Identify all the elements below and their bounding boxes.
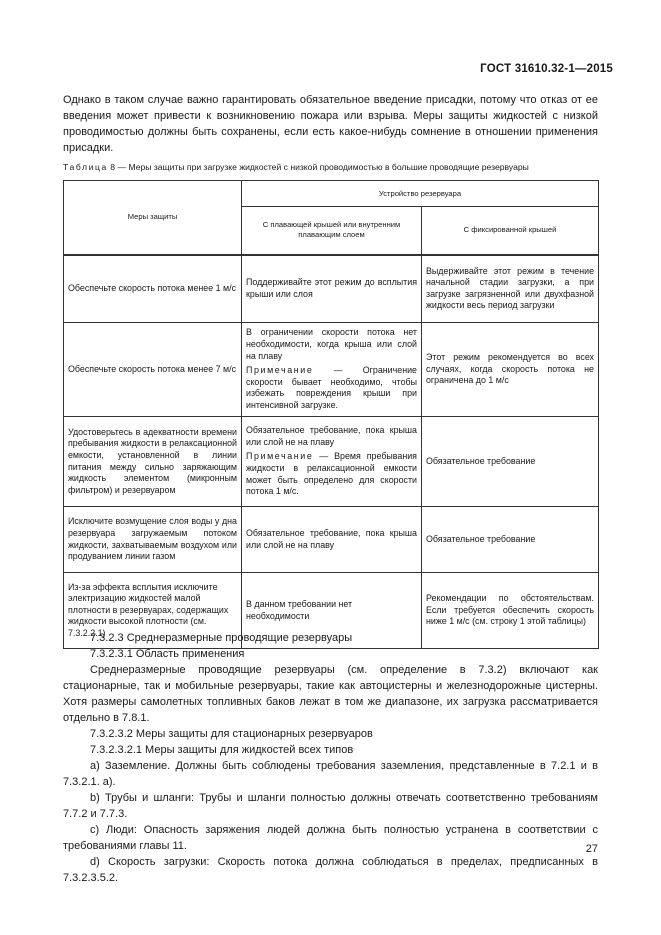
list-item: a) Заземление. Должны быть соблюдены требования заземления, представленные в 7.2.1 и в 7.3.2.1. a). <box>63 760 598 788</box>
cell-fixed: Выдерживайте этот режим в течение начальной стадии загрузки, а при загрузке загрязненной или двухфазной жидкости весь период загрузки <box>422 255 599 323</box>
cell-measure: Обеспечьте скорость потока менее 1 м/с <box>64 255 242 323</box>
subsection-heading: 7.3.2.3.2.1 Меры защиты для жидкостей всех типов <box>90 744 354 756</box>
cell-floating: Обязательное требование, пока крыша или слой не на плаву <box>242 507 422 573</box>
body-text <box>63 630 598 886</box>
cell-measure: Обеспечьте скорость потока менее 7 м/с <box>64 323 242 417</box>
subsection-heading: 7.3.2.3.2 Меры защиты для стационарных резервуаров <box>90 728 373 740</box>
header-measures: Меры защиты <box>64 181 242 255</box>
section-heading: 7.3.2.3 Среднеразмерные проводящие резервуары <box>90 632 353 644</box>
subsection-heading: 7.3.2.3.1 Область применения <box>90 648 245 660</box>
cell-floating-note <box>246 451 417 497</box>
cell-floating <box>242 417 422 507</box>
cell-measure: Из-за эффекта всплытия исключите электризацию жидкостей малой плотности в резервуарах, содержащих жидкости высокой плотности (см. 7.3.2.2.1) <box>64 573 242 649</box>
cell-floating-text: Обязательное требование, пока крыша или слой не на плаву <box>246 425 417 447</box>
header-device: Устройство резервуара <box>242 181 599 207</box>
cell-fixed: Обязательное требование <box>422 417 599 507</box>
cell-floating-text: В ограничении скорости потока нет необходимости, когда крыша или слой на плаву <box>246 327 417 361</box>
note-label: Примечание <box>246 365 314 376</box>
header-fixed-roof: С фиксированной крышей <box>422 207 599 255</box>
table-row <box>64 417 599 507</box>
table-caption <box>63 162 608 172</box>
header-floating-roof: С плавающей крышей или внутренним плавающим слоем <box>242 207 422 255</box>
document-code: ГОСТ 31610.32-1—2015 <box>480 63 613 75</box>
table-row <box>64 507 599 573</box>
cell-floating-note <box>246 365 417 411</box>
cell-measure: Исключите возмущение слоя воды у дна резервуара загружаемым потоком жидкости, захватываемым воздухом или продуванием линии газом <box>64 507 242 573</box>
note-text: — Ограничение скорости бывает необходимо, чтобы избежать повреждения крыши при интенсивной загрузке. <box>246 365 417 410</box>
cell-floating: В данном требовании нет необходимости <box>242 573 422 649</box>
table-row <box>64 255 599 323</box>
cell-measure: Удостоверьтесь в адекватности времени пребывания жидкости в релаксационной емкости, установленной в линии питания между сильно заряжающим жидкость элементом (микронным фильтром) и резервуаром <box>64 417 242 507</box>
protection-measures-table <box>63 180 599 649</box>
table-caption-text: 8 — Меры защиты при загрузке жидкостей с низкой проводимостью в большие проводящие резервуары <box>107 162 529 172</box>
note-text: — Время пребывания жидкости в релаксационной емкости может быть определено для скорости потока 1 м/с. <box>246 451 417 497</box>
table-row <box>64 323 599 417</box>
list-item: b) Трубы и шланги: Трубы и шланги полностью должны отвечать соответственно требованиям 7.7.2 и 7.7.3. <box>63 792 598 820</box>
cell-fixed: Этот режим рекомендуется во всех случаях, когда скорость потока не ограничена до 1 м/с <box>422 323 599 417</box>
page-number: 27 <box>585 843 598 855</box>
cell-floating <box>242 323 422 417</box>
intro-paragraph: Однако в таком случае важно гарантировать обязательное введение присадки, потому что отказ от ее введения может привести к возникновению пожара или взрыва. Меры защиты жидкостей с низкой проводимостью должны быть сохранены, если есть какое-нибудь сомнение в отношении применения присадки. <box>63 94 598 154</box>
cell-fixed: Рекомендации по обстоятельствам. Если требуется обеспечить скорость ниже 1 м/с (см. строку 1 этой таблицы) <box>422 573 599 649</box>
cell-floating: Поддерживайте этот режим до всплытия крыши или слоя <box>242 255 422 323</box>
table-caption-prefix: Таблица <box>63 162 108 172</box>
body-paragraph: Среднеразмерные проводящие резервуары (см. определение в 7.3.2) включают как стационарные, так и мобильные резервуары, такие как автоцистерны и железнодорожные цистерны. Хотя размеры самолетных топливных баков лежат в том же диапазоне, их загрузка рассматривается отдельно в 7.8.1. <box>63 664 598 724</box>
list-item: c) Люди: Опасность заряжения людей должна быть полностью устранена в соответствии с требованиями главы 11. <box>63 824 598 852</box>
list-item: d) Скорость загрузки: Скорость потока должна соблюдаться в пределах, предписанных в 7.3.2.3.5.2. <box>63 856 598 884</box>
cell-fixed: Обязательное требование <box>422 507 599 573</box>
note-label: Примечание <box>246 451 314 462</box>
